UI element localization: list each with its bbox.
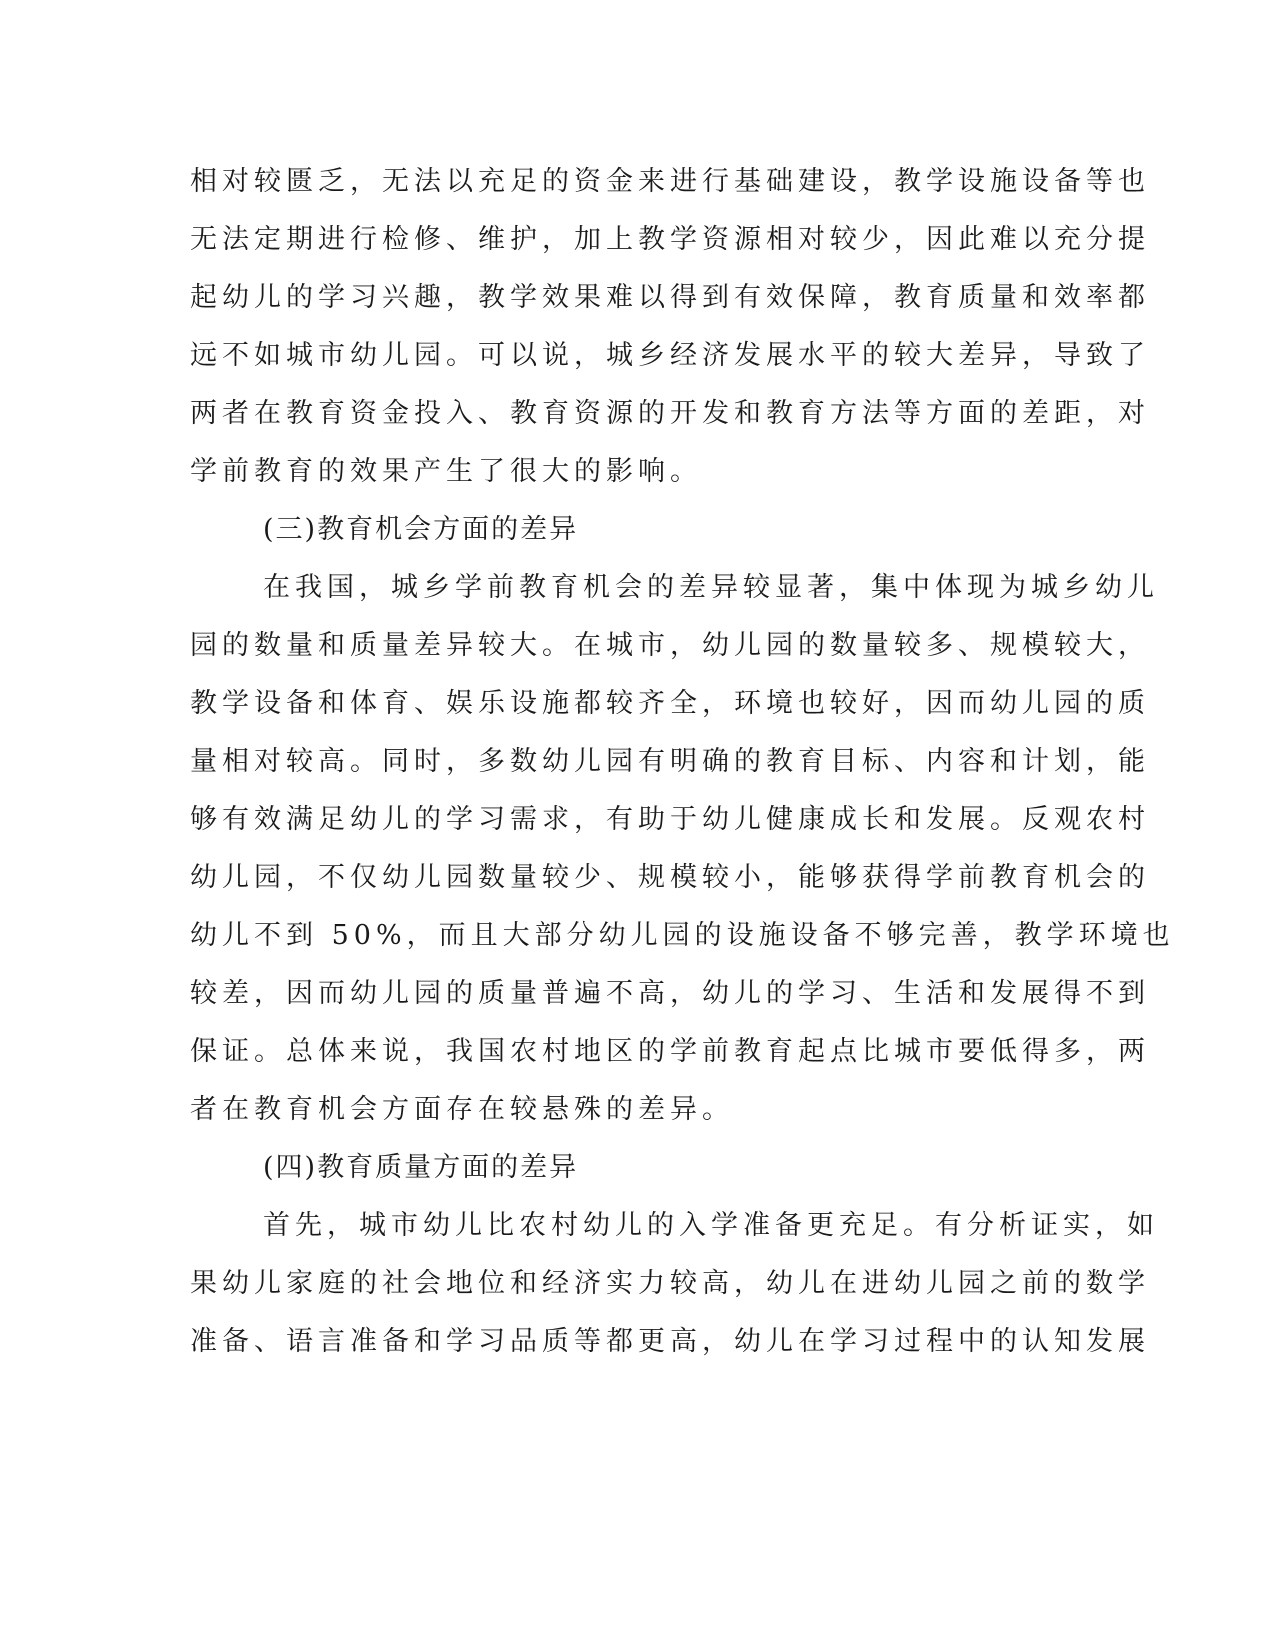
paragraph-2-line-4: 量相对较高。同时，多数幼儿园有明确的教育目标、内容和计划，能 [190,746,1150,777]
paragraph-1-line-2: 无法定期进行检修、维护，加上教学资源相对较少，因此难以充分提 [190,224,1150,255]
paragraph-1-line-6: 学前教育的效果产生了很大的影响。 [190,456,702,487]
paragraph-3-line-3: 准备、语言准备和学习品质等都更高，幼儿在学习过程中的认知发展 [190,1326,1150,1357]
paragraph-2-line-3: 教学设备和体育、娱乐设施都较齐全，环境也较好，因而幼儿园的质 [190,688,1150,719]
paragraph-3-line-1: 首先，城市幼儿比农村幼儿的入学准备更充足。有分析证实，如 [263,1210,1159,1241]
paragraph-2-line-2: 园的数量和质量差异较大。在城市，幼儿园的数量较多、规模较大， [190,630,1150,661]
paragraph-2-line-10: 者在教育机会方面存在较悬殊的差异。 [190,1094,734,1125]
paragraph-2-line-5: 够有效满足幼儿的学习需求，有助于幼儿健康成长和发展。反观农村 [190,804,1150,835]
paragraph-1-line-1: 相对较匮乏，无法以充足的资金来进行基础建设，教学设施设备等也 [190,166,1150,197]
paragraph-2-line-1: 在我国，城乡学前教育机会的差异较显著，集中体现为城乡幼儿 [263,572,1159,603]
paragraph-3-line-2: 果幼儿家庭的社会地位和经济实力较高，幼儿在进幼儿园之前的数学 [190,1268,1150,1299]
section-heading-4: (四)教育质量方面的差异 [263,1152,579,1183]
paragraph-2-line-7: 幼儿不到 50%，而且大部分幼儿园的设施设备不够完善，教学环境也 [190,920,1175,951]
paragraph-2-line-9: 保证。总体来说，我国农村地区的学前教育起点比城市要低得多，两 [190,1036,1150,1067]
paragraph-1-line-4: 远不如城市幼儿园。可以说，城乡经济发展水平的较大差异，导致了 [190,340,1150,371]
paragraph-1-line-3: 起幼儿的学习兴趣，教学效果难以得到有效保障，教育质量和效率都 [190,282,1150,313]
paragraph-2-line-8: 较差，因而幼儿园的质量普遍不高，幼儿的学习、生活和发展得不到 [190,978,1150,1009]
paragraph-2-line-6: 幼儿园，不仅幼儿园数量较少、规模较小，能够获得学前教育机会的 [190,862,1150,893]
section-heading-3: (三)教育机会方面的差异 [263,514,579,545]
paragraph-1-line-5: 两者在教育资金投入、教育资源的开发和教育方法等方面的差距，对 [190,398,1150,429]
